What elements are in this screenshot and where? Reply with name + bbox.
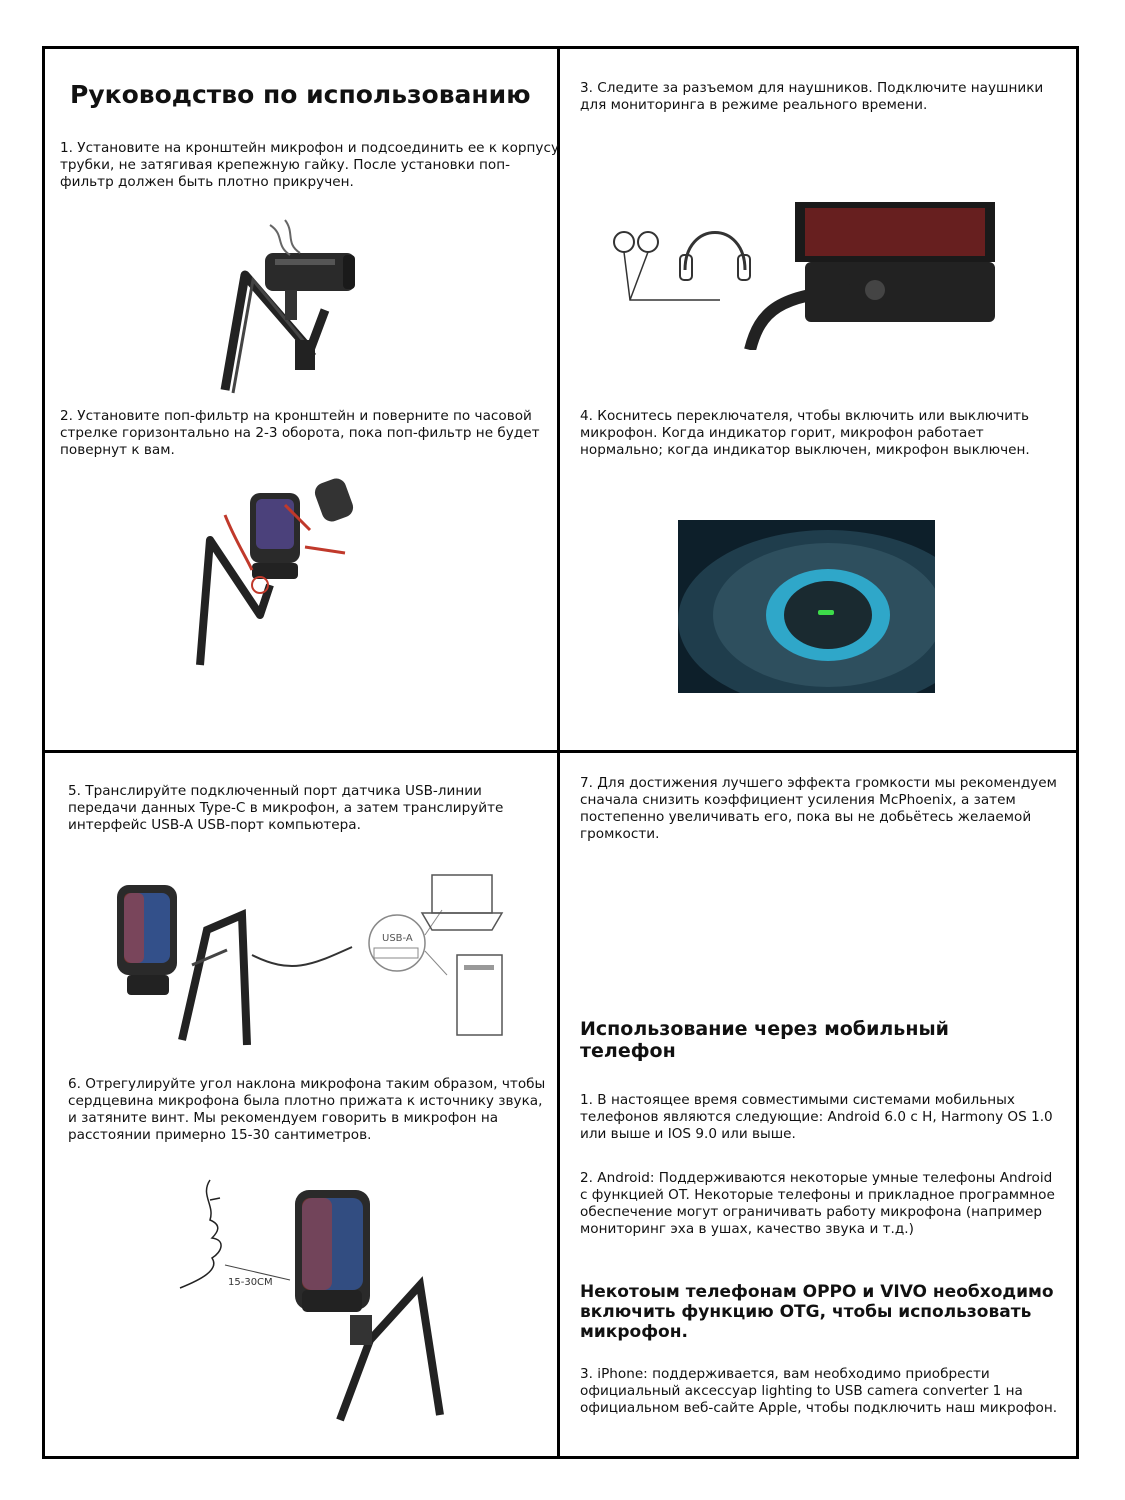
mobile-otg-note: Некотоым телефонам OPPO и VIVO необходимо включить функцию OTG, чтобы использовать микрофон. — [580, 1282, 1054, 1342]
headphone-jack-illustration — [600, 200, 995, 350]
speaking-distance-illustration — [170, 1170, 450, 1425]
step-2-text: 2. Установите поп-фильтр на кронштейн и поверните по часовой стрелке горизонтально на 2-3 оборота, пока поп-фильтр не будет повернут к вам. — [60, 408, 540, 458]
usb-a-label: USB-A — [382, 933, 413, 944]
horizontal-divider — [42, 750, 1079, 753]
mobile-compat-text: 1. В настоящее время совместимыми системами мобильных телефонов являются следующие: Android 6.0 с H, Harmony OS 1.0 или выше и IOS 9.0 или выше. — [580, 1092, 1053, 1142]
mute-switch-illustration — [678, 520, 935, 693]
step-4-text: 4. Коснитесь переключателя, чтобы включить или выключить микрофон. Когда индикатор горит, микрофон работает нормально; когда индикатор выключен, микрофон выключен. — [580, 408, 1030, 458]
distance-label: 15-30CM — [228, 1277, 273, 1288]
step-5-text: 5. Транслируйте подключенный порт датчика USB-линии передачи данных Type-C в микрофон, а затем транслируйте интерфейс USB-A USB-порт компьютера. — [68, 783, 504, 833]
step-3-text: 3. Следите за разъемом для наушников. Подключите наушники для мониторинга в режиме реального времени. — [580, 80, 1044, 113]
mic-on-arm-illustration — [215, 215, 450, 400]
page-title: Руководство по использованию — [70, 80, 531, 109]
mobile-android-text: 2. Android: Поддерживаются некоторые умные телефоны Android с функцией OT. Некоторые телефоны и прикладное программное обеспечение могут ограничивать работу микрофона (например мониторинг эха в ушах, качество звука и т.д.) — [580, 1170, 1055, 1237]
pop-filter-illustration — [190, 475, 360, 675]
mobile-iphone-text: 3. iPhone: поддерживается, вам необходимо приобрести официальный аксессуар lighting to USB camera converter 1 на официальном веб-сайте Apple, чтобы подключить наш микрофон. — [580, 1366, 1058, 1416]
usb-connection-illustration — [92, 855, 510, 1050]
step-6-text: 6. Отрегулируйте угол наклона микрофона таким образом, чтобы сердцевина микрофона была плотно прижата к источнику звука, и затяните винт. Мы рекомендуем говорить в микрофон на расстоянии примерно 15-30 сантиметров. — [68, 1076, 546, 1143]
step-7-text: 7. Для достижения лучшего эффекта громкости мы рекомендуем сначала снизить коэффициент усиления McPhoenix, а затем постепенно увеличивать его, пока вы не добьётесь желаемой громкости. — [580, 775, 1057, 842]
step-1-text: 1. Установите на кронштейн микрофон и подсоединить ее к корпусу трубки, не затягивая крепежную гайку. После установки поп-фильтр должен быть плотно прикручен. — [60, 140, 559, 190]
mobile-heading: Использование через мобильный телефон — [580, 1018, 949, 1062]
